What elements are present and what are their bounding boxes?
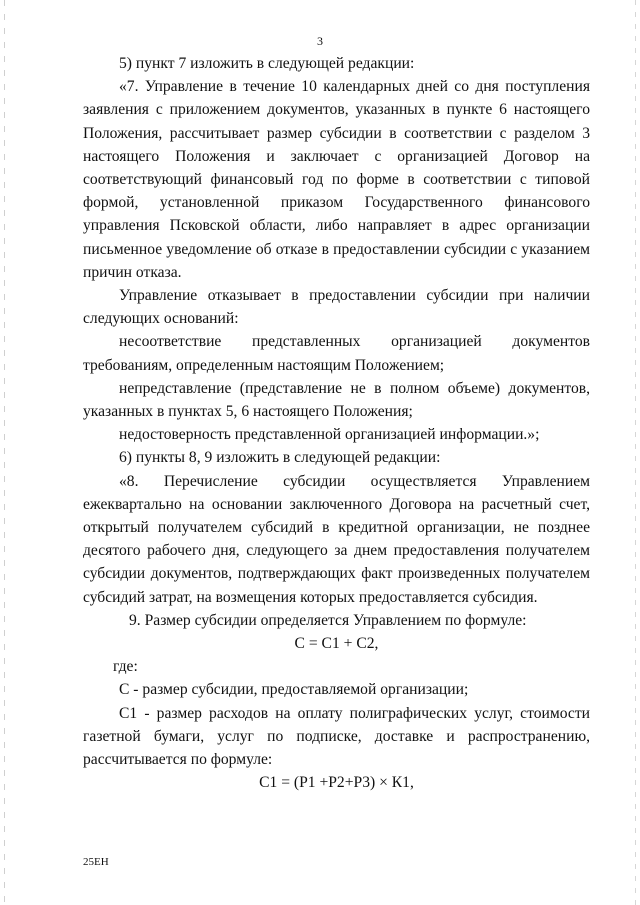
document-body bbox=[83, 52, 590, 795]
definition-c: С - размер субсидии, предоставляемой организации; bbox=[119, 681, 469, 699]
paragraph-item-6: 6) пункты 8, 9 изложить в следующей редакции: bbox=[119, 449, 441, 467]
paragraph-where: где: bbox=[113, 658, 138, 676]
page-number: 3 bbox=[317, 34, 323, 48]
paragraph-clause-8: «8. Перечисление субсидии осуществляется Управлением ежеквартально на основании заключенного Договора на расчетный счет, открытый получателем субсидий в кредитной организации, не позднее десятого рабочего дня, следующего за днем предоставления получателем субсидии документов, подтверждающих факт произведенных получателем субсидий затрат, на возмещения которых предоставляется субсидия. bbox=[83, 472, 590, 606]
paragraph-clause-7: «7. Управление в течение 10 календарных дней со дня поступления заявления с приложением документов, указанных в пункте 6 настоящего Положения, рассчитывает размер субсидии в соответствии с разделом 3 настоящего Положения и заключает с организацией Договор на соответствующий финансовый год по форме в соответствии с типовой формой, установленной приказом Государственного финансового управления Псковской области, либо направляет в адрес организации письменное уведомление об отказе в предоставлении субсидии с указанием причин отказа. bbox=[83, 78, 590, 281]
paragraph-ground-inaccuracy: недостоверность представленной организацией информации.»; bbox=[119, 426, 540, 444]
definition-c1: С1 - размер расходов на оплату полиграфических услуг, стоимости газетной бумаги, услуг по подписке, доставке и распространению, рассчитывается по формуле: bbox=[83, 704, 590, 769]
scan-edge-left bbox=[4, 0, 5, 905]
paragraph-ground-mismatch: несоответствие представленных организацией документов требованиям, определенным настоящим Положением; bbox=[83, 333, 590, 374]
formula-c: С = С1 + С2, bbox=[294, 635, 379, 653]
footer-code: 25ЕН bbox=[83, 856, 109, 868]
formula-c1: С1 = (Р1 +Р2+Р3) × К1, bbox=[259, 774, 414, 792]
paragraph-ground-nonsubmission: непредставление (представление не в полном объеме) документов, указанных в пунктах 5, 6 настоящего Положения; bbox=[83, 379, 590, 421]
paragraph-clause-9: 9. Размер субсидии определяется Управлением по формуле: bbox=[129, 611, 527, 629]
scan-edge-right bbox=[635, 0, 636, 905]
paragraph-refusal-grounds: Управление отказывает в предоставлении субсидии при наличии следующих оснований: bbox=[83, 287, 590, 328]
paragraph-item-5: 5) пункт 7 изложить в следующей редакции: bbox=[119, 55, 415, 72]
